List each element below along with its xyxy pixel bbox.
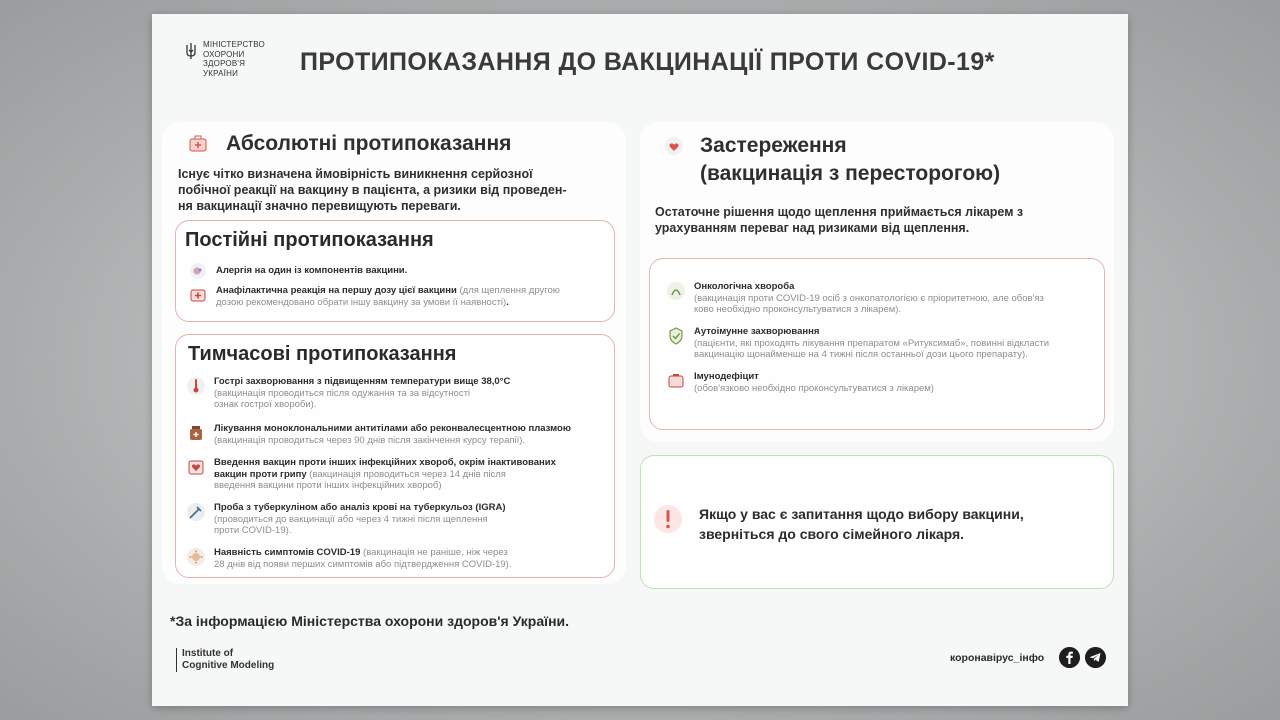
institute-logo: Institute of Cognitive Modeling	[176, 648, 274, 672]
oncology-icon	[666, 281, 686, 301]
list-item: Проба з туберкуліном або аналіз крові на туберкульоз (IGRA) (проводиться до вакцинації або через 4 тижні після щеплення проти COVID-19).	[186, 502, 506, 537]
advice-text: Якщо у вас є запитання щодо вибору вакцини, зверніться до свого сімейного лікаря.	[699, 506, 1024, 542]
allergy-icon	[188, 261, 208, 281]
caution-description: Остаточне рішення щодо щеплення приймається лікарем з урахуванням переваг над ризиками від щеплення.	[655, 205, 1024, 235]
medicine-bottle-icon	[186, 423, 206, 443]
temporary-title: Тимчасові протипоказання	[188, 343, 457, 365]
telegram-icon[interactable]	[1085, 647, 1106, 668]
ministry-logo	[185, 40, 265, 78]
thermometer-icon	[186, 376, 206, 396]
list-item: Лікування моноклональними антитілами або реконвалесцентною плазмою (вакцинація проводиться через 90 днів після закінчення курсу терапії).	[186, 423, 571, 446]
caution-title: Застереження (вакцинація з пересторогою)	[700, 134, 1001, 185]
ministry-name: МІНІСТЕРСТВО ОХОРОНИ ЗДОРОВ'Я УКРАЇНИ	[203, 40, 265, 78]
exclamation-icon	[653, 504, 683, 534]
page-title: ПРОТИПОКАЗАННЯ ДО ВАКЦИНАЦІЇ ПРОТИ COVID-19*	[300, 48, 995, 76]
site-name[interactable]: коронавірус_інфо	[950, 652, 1045, 664]
permanent-title: Постійні протипоказання	[185, 229, 434, 251]
list-item: Анафілактична реакція на першу дозу цієї вакцини (для щеплення другою дозою рекомендовано обрати іншу вакцину за умови її наявності).	[188, 285, 560, 308]
list-item: Введення вакцин проти інших інфекційних хвороб, окрім інактивованих вакцин проти грипу (вакцинація проводиться через 14 днів після введення вакцини проти інших інфекційних хвороб)	[186, 457, 556, 492]
list-item: Гострі захворювання з підвищенням температури вище 38,0°С (вакцинація проводиться після одужання та за відсутності ознак гострої хвороби).	[186, 376, 510, 411]
permanent-contraindications-box	[175, 220, 615, 322]
list-item: Імунодефіцит (обов'язково необхідно проконсультуватися з лікарем)	[666, 371, 934, 394]
absolute-contraindications-card	[162, 122, 626, 584]
syringe-icon	[186, 502, 206, 522]
caution-card	[640, 122, 1114, 442]
list-item: Наявність симптомів COVID-19 (вакцинація не раніше, ніж через 28 днів від появи перших симптомів або підтвердження COVID-19).	[186, 547, 511, 570]
facebook-icon[interactable]	[1059, 647, 1080, 668]
list-item: Аутоімунне захворювання (пацієнти, які проходять лікування препаратом «Ритуксимаб», повинні відкласти вакцинацію щонайменше на 4 тижні після останньої дози цього препарату).	[666, 326, 1049, 361]
vaccine-heart-icon	[186, 457, 206, 477]
list-item: Онкологічна хвороба (вакцинація проти COVID-19 осіб з онкопатологією є пріоритетною, але обов'яз ково необхідно проконсультуватися з лікарем).	[666, 281, 1044, 316]
list-item: Алергія на один із компонентів вакцини.	[188, 261, 407, 281]
medical-kit-icon	[188, 134, 208, 154]
absolute-title: Абсолютні протипоказання	[226, 132, 512, 155]
first-aid-icon	[188, 285, 208, 305]
absolute-description: Існує чітко визначена ймовірність виникнення серйозної побічної реакції на вакцину в пацієнта, а ризики від проведен- ня вакцинації значно перевищують переваги.	[178, 167, 567, 213]
doctor-advice-box	[640, 455, 1114, 589]
shield-check-icon	[666, 326, 686, 346]
virus-icon	[186, 547, 206, 567]
poster	[152, 14, 1128, 706]
caution-box	[649, 258, 1105, 430]
trident-icon	[185, 42, 197, 60]
heart-shield-icon	[664, 136, 684, 156]
temporary-contraindications-box	[175, 334, 615, 578]
footnote: *За інформацією Міністерства охорони здоров'я України.	[170, 613, 570, 629]
immune-kit-icon	[666, 371, 686, 391]
